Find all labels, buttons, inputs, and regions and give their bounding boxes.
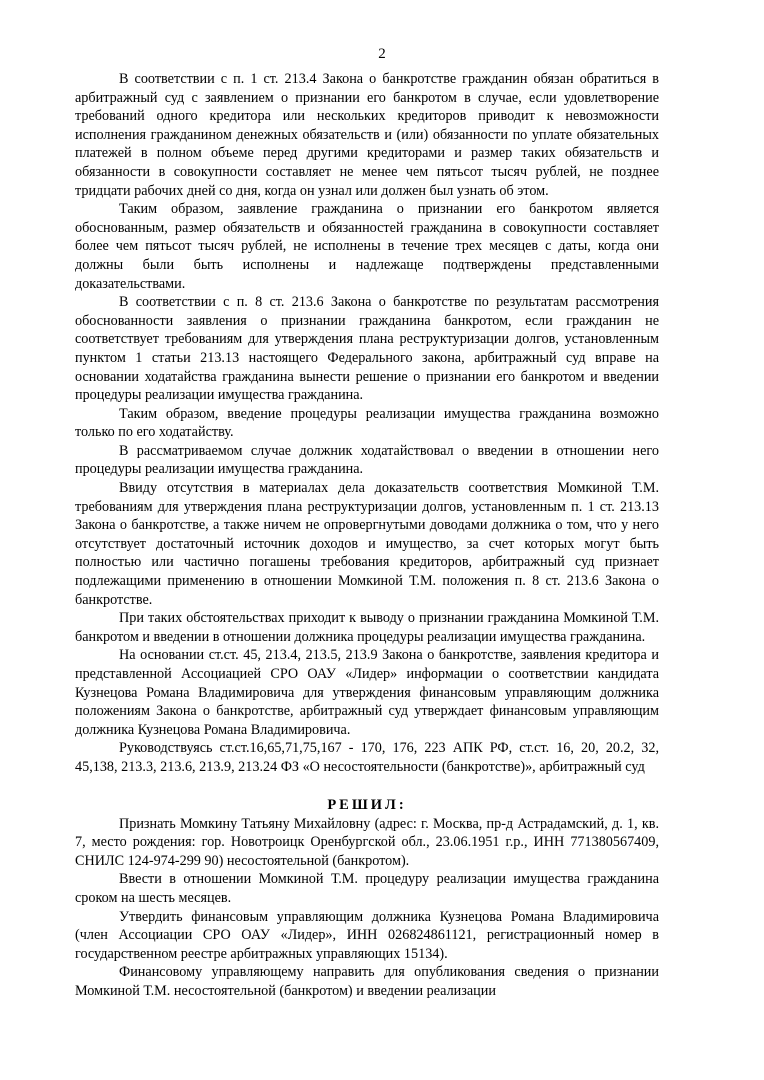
paragraph-article-213-6: В соответствии с п. 8 ст. 213.6 Закона о банкротстве по результатам рассмотрения обоснованности заявления о признании гражданина банкротом, если гражданин не соответствует требованиям для утверждения плана реструктуризации долгов, установленным пунктом 1 статьи 213.13 настоящего Федерального закона, арбитражный суд вправе на основании ходатайства гражданина вынести решение о признании его банкротом и введении процедуры реализации имущества гражданина. [75,294,659,404]
resolution-heading: РЕШИЛ: [327,796,407,813]
paragraph-procedure-by-petition: Таким образом, введение процедуры реализации имущества гражданина возможно только по его ходатайству. [75,405,659,441]
resolution-introduce-procedure: Ввести в отношении Момкиной Т.М. процедуру реализации имущества гражданина сроком на шесть месяцев. [75,871,659,906]
paragraph-debtor-petition: В рассматриваемом случае должник ходатайствовал о введении в отношении него процедуры реализации имущества гражданина. [75,442,659,478]
resolution-publish-info: Финансовому управляющему направить для опубликования сведения о признании Момкиной Т.М. несостоятельной (банкротом) и введении реализации [75,964,659,999]
paragraph-conclusion: При таких обстоятельствах приходит к выводу о признании гражданина Момкиной Т.М. банкротом и введении в отношении должника процедуры реализации имущества гражданина. [75,610,659,645]
paragraph-no-evidence: Ввиду отсутствия в материалах дела доказательств соответствия Момкиной Т.М. требованиям для утверждения плана реструктуризации долгов, установленным п. 1 ст. 213.13 Закона о банкротстве, а также ничем не опровергнутыми доводами должника о том, что у него отсутствует достаточный источник доходов и имущество, за счет которых могут быть полностью или частично погашены требования кредиторов, арбитражный суд признает подлежащими применению в отношении Момкиной Т.М. положения п. 8 ст. 213.6 Закона о банкротстве. [75,480,659,608]
paragraph-bankruptcy-obligation: В соответствии с п. 1 ст. 213.4 Закона о банкротстве гражданин обязан обратиться в арбитражный суд с заявлением о признании его банкротом в случае, если удовлетворение требований одного кредитора или нескольких кредиторов приводит к невозможности исполнения гражданином денежных обязательств и (или) обязанности по уплате обязательных платежей в полном объеме перед другими кредиторами и размер таких обязательств и обязанности в совокупности составляет не менее чем пятьсот тысяч рублей, не позднее тридцати рабочих дней со дня, когда он узнал или должен был узнать об этом. [75,71,659,199]
paragraph-guided-by: Руководствуясь ст.ст.16,65,71,75,167 - 170, 176, 223 АПК РФ, ст.ст. 16, 20, 20.2, 32, 45,138, 213.3, 213.6, 213.9, 213.24 ФЗ «О несостоятельности (банкротстве)», арбитражный суд [75,740,659,775]
page-number: 2 [378,46,386,62]
resolution-declare-bankrupt: Признать Момкину Татьяну Михайловну (адрес: г. Москва, пр-д Астрадамский, д. 1, кв. 7, место рождения: гор. Новотроицк Оренбургской обл., 23.06.1951 г.р., ИНН 771380567409, СНИЛС 124-974-299 90) несостоятельной (банкротом). [75,815,659,869]
paragraph-manager-approval-basis: На основании ст.ст. 45, 213.4, 213.5, 213.9 Закона о банкротстве, заявления кредитора и представленной Ассоциацией СРО ОАУ «Лидер» информации о соответствии кандидата Кузнецова Романа Владимировича для утверждения финансовым управляющим должника положениям Закона о банкротстве, арбитражный суд утверждает финансовым управляющим должника Кузнецова Романа Владимировича. [75,647,659,738]
resolution-approve-manager: Утвердить финансовым управляющим должника Кузнецова Романа Владимировича (член Ассоциации СРО ОАУ «Лидер», ИНН 026824861121, регистрационный номер в государственном реестре арбитражных управляющих 15134). [75,908,659,962]
document-body [75,70,659,1001]
paragraph-application-justified: Таким образом, заявление гражданина о признании его банкротом является обоснованным, размер обязательств и обязанностей гражданина в совокупности составляет более чем пятьсот тысяч рублей, не исполнены в течение трех месяцев с даты, когда они должны были быть исполнены и надлежаще подтверждены представленными доказательствами. [75,201,659,292]
